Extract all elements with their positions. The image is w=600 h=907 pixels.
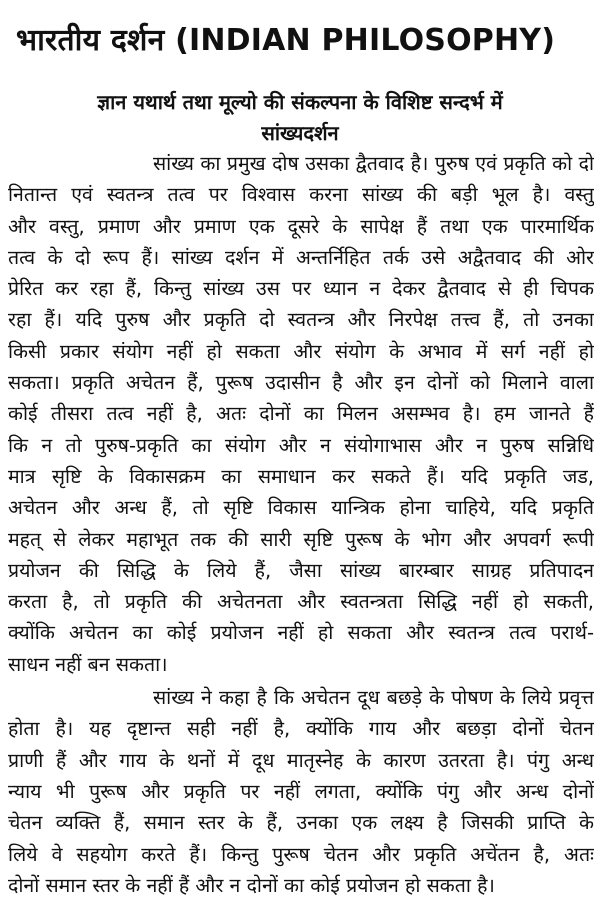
text-line: करता है, तो प्रकृति की अचेतनता और स्वतन्त्रता सिद्धि नहीं हो सकती, [8,590,594,614]
section-heading: सांख्यदर्शन [261,121,339,145]
text-line: प्रेरित कर रहा हैं, किन्तु सांख्य उस पर ध्यान न देकर द्वैतवाद से ही चिपक [8,277,594,301]
text-line: न्याय भी पुरूष और प्रकृति पर नहीं लगता, क्योंकि पंगु और अन्ध दोनों [8,779,594,803]
text-line: कोई तीसरा तत्व नहीं है, अतः दोनों का मिलन असम्भव है। हम जानते हैं [8,402,594,426]
text-line: अचेतन और अन्ध हैं, तो सृष्टि विकास यान्त्रिक होना चाहिये, यदि प्रकृति [8,496,594,520]
text-line: साधन नहीं बन सकता। [8,652,168,676]
text-line: क्योंकि अचेतन का कोई प्रयोजन नहीं हो सकता और स्वतन्त्र तत्व परार्थ- [8,621,594,645]
text-line: सांख्य ने कहा है कि अचेतन दूध बछड़े के पोषण के लिये प्रवृत्त [153,686,594,710]
text-line: प्राणी हैं और गाय के थनों में दूध मातृस्नेह के कारण उतरता है। पंगु अन्ध [8,748,594,772]
text-line: महत् से लेकर महाभूत तक की सारी सृष्टि पुरूष के भोग और अपवर्ग रूपी [8,527,594,551]
text-line: सांख्य का प्रमुख दोष उसका द्वैतवाद है। पुरुष एवं प्रकृति को दो [153,152,594,175]
text-line: लिये वे सहयोग करते हैं। किन्तु पुरूष चेतन और प्रकृति अचेंतन है, अतः [8,842,594,866]
text-line: रहा हैं। यदि पुरुष और प्रकृति दो स्वतन्त्र और निरपेक्ष तत्त्व हैं, तो उनका [8,308,594,332]
text-line: किसी प्रकार संयोग नहीं हो सकता और संयोग के अभाव में सर्ग नहीं हो [8,339,594,363]
text-line: होता है। यह दृष्टान्त सही नहीं है, क्योंकि गाय और बछड़ा दोनों चेतन [8,717,594,741]
text-line: चेतन व्यक्ति हैं, समान स्तर के हैं, उनका एक लक्ष्य है जिसकी प्राप्ति के [8,811,594,835]
text-line: तत्व के दो रूप हैं। सांख्य दर्शन में अन्तर्निहित तर्क उसे अद्वैतवाद की ओर [8,245,594,269]
body-text [8,148,594,901]
text-line: सकता। प्रकृति अचेतन हैं, पुरूष उदासीन है और इन दोनों को मिलाने वाला [8,371,594,395]
paragraph [8,682,594,901]
text-line: प्रयोजन की सिद्धि के लिये हैं, जैसा सांख्य बारम्बार साग्रह प्रतिपादन [8,558,594,582]
page-title: भारतीय दर्शन (INDIAN PHILOSOPHY) [16,23,556,58]
text-line: मात्र सृष्टि के विकासक्रम का समाधान कर सकते हैं। यदि प्रकृति जड, [8,464,594,488]
text-line: कि न तो पुरुष-प्रकृति का संयोग और न संयोगाभास और न पुरुष सन्निधि [8,433,594,457]
paragraph [8,148,594,680]
text-line: दोनों समान स्तर के नहीं हैं और न दोनों का कोई प्रयोजन हो सकता है। [8,873,495,897]
text-line: नितान्त एवं स्वतन्त्र तत्व पर विश्वास करना सांख्य की बड़ी भूल है। वस्तु [8,183,594,207]
chapter-subtitle: ज्ञान यथार्थ तथा मूल्यो की संकल्पना के विशिष्ट सन्दर्भ में [97,90,503,114]
text-line: और वस्तु, प्रमाण और प्रमाण एक दूसरे के सापेक्ष हैं तथा एक पारमार्थिक [8,214,594,238]
